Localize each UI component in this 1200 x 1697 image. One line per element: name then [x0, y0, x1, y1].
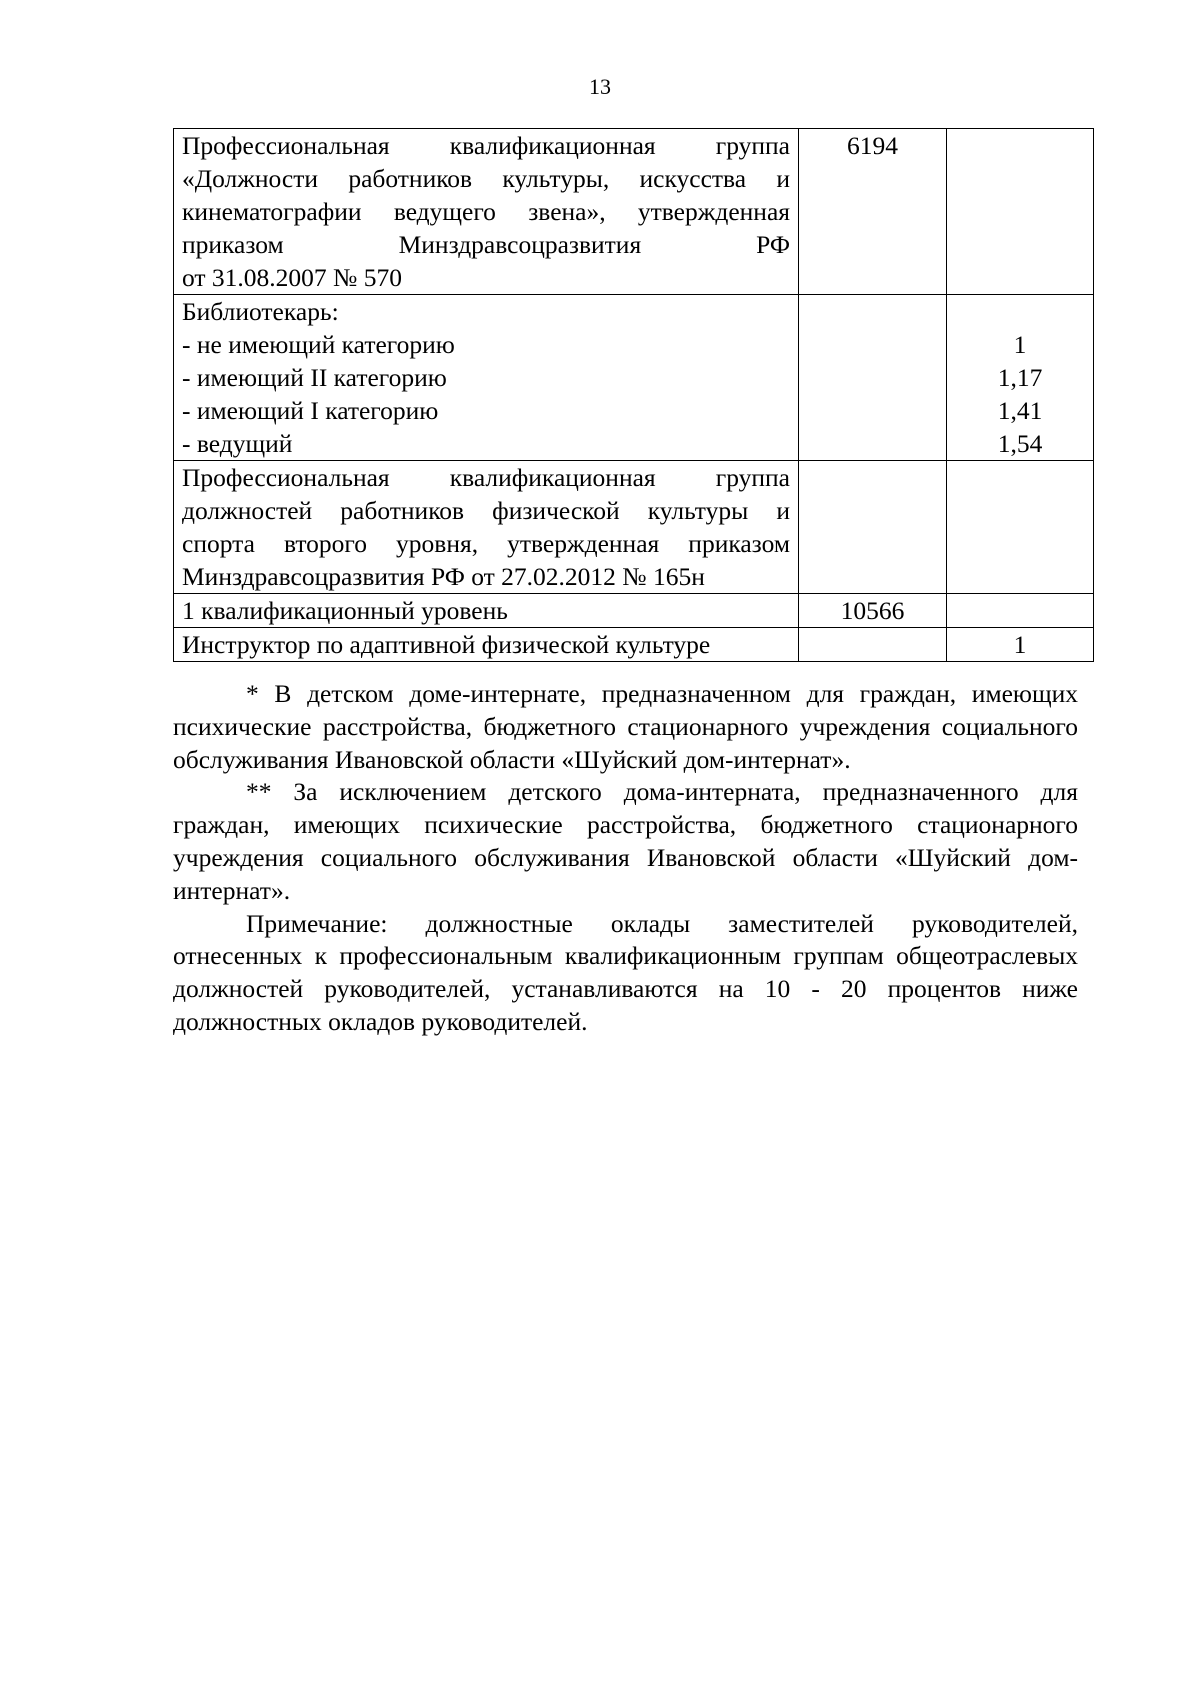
coefficient-cell	[947, 129, 1094, 295]
cell-text-line: должностей работников физической культуры и	[182, 496, 790, 525]
coefficient-cell	[947, 594, 1094, 628]
footnote-double-asterisk: ** За исключением детского дома-интерната, предназначенного для граждан, имеющих психические расстройства, бюджетного стационарного учреждения социального обслуживания Ивановской области «Шуйский дом-интернат».	[173, 777, 1078, 905]
cell-text-line: - ведущий	[182, 429, 293, 458]
cell-text-line: кинематографии ведущего звена», утвержденная	[182, 197, 790, 226]
position-name-cell	[174, 129, 799, 295]
coefficient-value: 1	[1013, 330, 1027, 359]
coefficient-value: 1,17	[997, 363, 1043, 392]
salary-cell	[799, 461, 947, 594]
page-number: 13	[589, 74, 611, 99]
coefficient-cell	[947, 295, 1094, 461]
cell-text-line: приказом Минздравсоцразвития РФ	[182, 230, 790, 259]
coefficient-value	[955, 295, 1085, 328]
cell-text-line: Библиотекарь:	[182, 297, 339, 326]
coefficient-cell	[947, 628, 1094, 662]
cell-text-line: «Должности работников культуры, искусства и	[182, 164, 790, 193]
table-row	[174, 594, 1094, 628]
salary-cell	[799, 628, 947, 662]
note-paragraph: Примечание: должностные оклады заместителей руководителей, отнесенных к профессиональным квалификационным группам общеотраслевых должностей руководителей, устанавливаются на 10 - 20 процентов ниже должностных окладов руководителей.	[173, 908, 1078, 1036]
cell-text-line: Профессиональная квалификационная группа	[182, 463, 790, 492]
position-name-cell	[174, 295, 799, 461]
salary-table	[173, 128, 1094, 662]
footnotes	[173, 678, 1078, 1039]
salary-cell	[799, 295, 947, 461]
coefficient-cell	[947, 461, 1094, 594]
footnote-single-asterisk: * В детском доме-интернате, предназначенном для граждан, имеющих психические расстройства, бюджетного стационарного учреждения социального обслуживания Ивановской области «Шуйский дом-интернат».	[173, 679, 1078, 774]
cell-text-line: Инструктор по адаптивной физической культуре	[182, 630, 711, 659]
cell-text-line: от 31.08.2007 № 570	[182, 263, 403, 292]
coefficient-value: 1	[1013, 630, 1027, 659]
table-row	[174, 295, 1094, 461]
coefficient-value: 1,54	[997, 429, 1043, 458]
cell-text-line: - имеющий I категорию	[182, 396, 439, 425]
salary-cell: 6194	[799, 129, 947, 295]
table-row	[174, 129, 1094, 295]
cell-text-line: Минздравсоцразвития РФ от 27.02.2012 № 165н	[182, 562, 705, 591]
position-name-cell	[174, 594, 799, 628]
cell-text-line: - не имеющий категорию	[182, 330, 455, 359]
cell-text-line: Профессиональная квалификационная группа	[182, 131, 790, 160]
position-name-cell	[174, 461, 799, 594]
coefficient-value: 1,41	[997, 396, 1043, 425]
salary-cell: 10566	[799, 594, 947, 628]
cell-text-line: - имеющий II категорию	[182, 363, 447, 392]
cell-text-line: 1 квалификационный уровень	[182, 596, 508, 625]
position-name-cell	[174, 628, 799, 662]
cell-text-line: спорта второго уровня, утвержденная приказом	[182, 529, 790, 558]
table-row	[174, 628, 1094, 662]
table-row	[174, 461, 1094, 594]
